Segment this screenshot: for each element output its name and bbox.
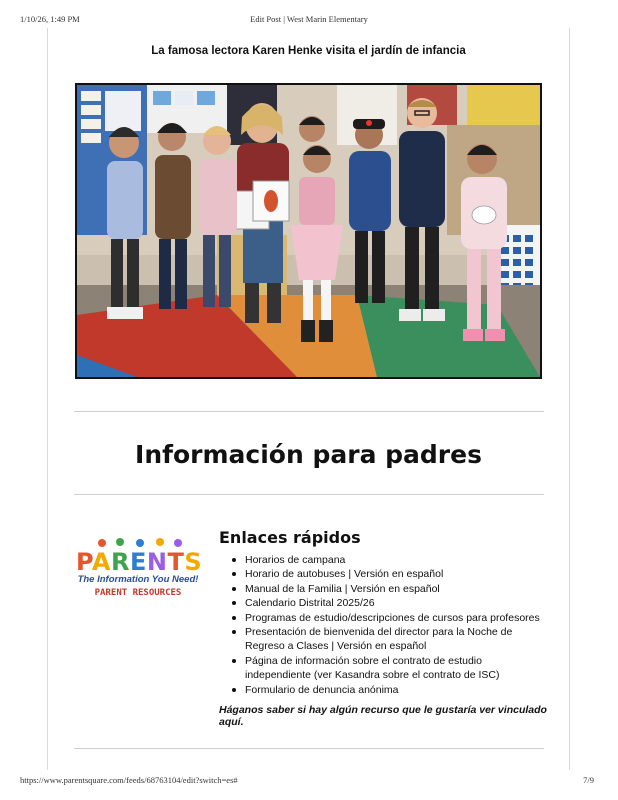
logo-letter: E	[129, 548, 147, 576]
resource-request-note: Háganos saber si hay algún recurso que le gustaría ver vinculado aquí.	[219, 704, 547, 728]
print-footer	[0, 775, 618, 787]
quick-link-family-handbook[interactable]: Manual de la Familia | Versión en español	[232, 582, 550, 596]
print-header	[0, 14, 618, 26]
print-page-number: 7/9	[583, 775, 594, 785]
logo-subtitle: PARENT RESOURCES	[94, 588, 182, 598]
section-title: Información para padres	[135, 440, 482, 469]
quick-link-welcome-presentation[interactable]: Presentación de bienvenida del director para la Noche de Regreso a Clases | Versión en español	[232, 625, 550, 654]
logo-letter: R	[110, 548, 130, 576]
logo-letter: A	[91, 548, 111, 576]
parent-resources-logo	[76, 536, 203, 602]
quick-link-bus-schedule[interactable]: Horario de autobuses | Versión en español	[232, 567, 550, 581]
logo-letter: T	[167, 548, 185, 576]
quick-links-title: Enlaces rápidos	[219, 528, 361, 547]
section-divider	[74, 411, 544, 412]
classroom-photo	[75, 83, 542, 379]
classroom-photo-illustration	[77, 85, 540, 377]
logo-letter: P	[76, 548, 92, 576]
print-page-title: Edit Post | West Marin Elementary	[250, 14, 368, 24]
section-divider	[74, 748, 544, 749]
content-frame-left	[47, 28, 48, 770]
logo-letter: N	[146, 548, 168, 576]
content-frame-right	[569, 28, 570, 770]
photo-caption: La famosa lectora Karen Henke visita el jardín de infancia	[151, 45, 466, 57]
quick-link-anonymous-report[interactable]: Formulario de denuncia anónima	[232, 683, 550, 697]
print-url: https://www.parentsquare.com/feeds/68763104/edit?switch=es#	[20, 775, 238, 785]
section-divider	[74, 494, 544, 495]
quick-link-independent-study[interactable]: Página de información sobre el contrato de estudio independiente (ver Kasandra sobre el contrato de ISC)	[232, 654, 550, 683]
logo-tagline: The Information You Need!	[77, 574, 199, 585]
quick-link-course-syllabi[interactable]: Programas de estudio/descripciones de cursos para profesores	[232, 611, 550, 625]
quick-links-list	[232, 553, 550, 697]
logo-word	[76, 548, 203, 576]
print-datetime: 1/10/26, 1:49 PM	[20, 14, 80, 24]
quick-link-district-calendar[interactable]: Calendario Distrital 2025/26	[232, 596, 550, 610]
quick-link-bell-schedules[interactable]: Horarios de campana	[232, 553, 550, 567]
logo-letter: S	[184, 548, 203, 576]
